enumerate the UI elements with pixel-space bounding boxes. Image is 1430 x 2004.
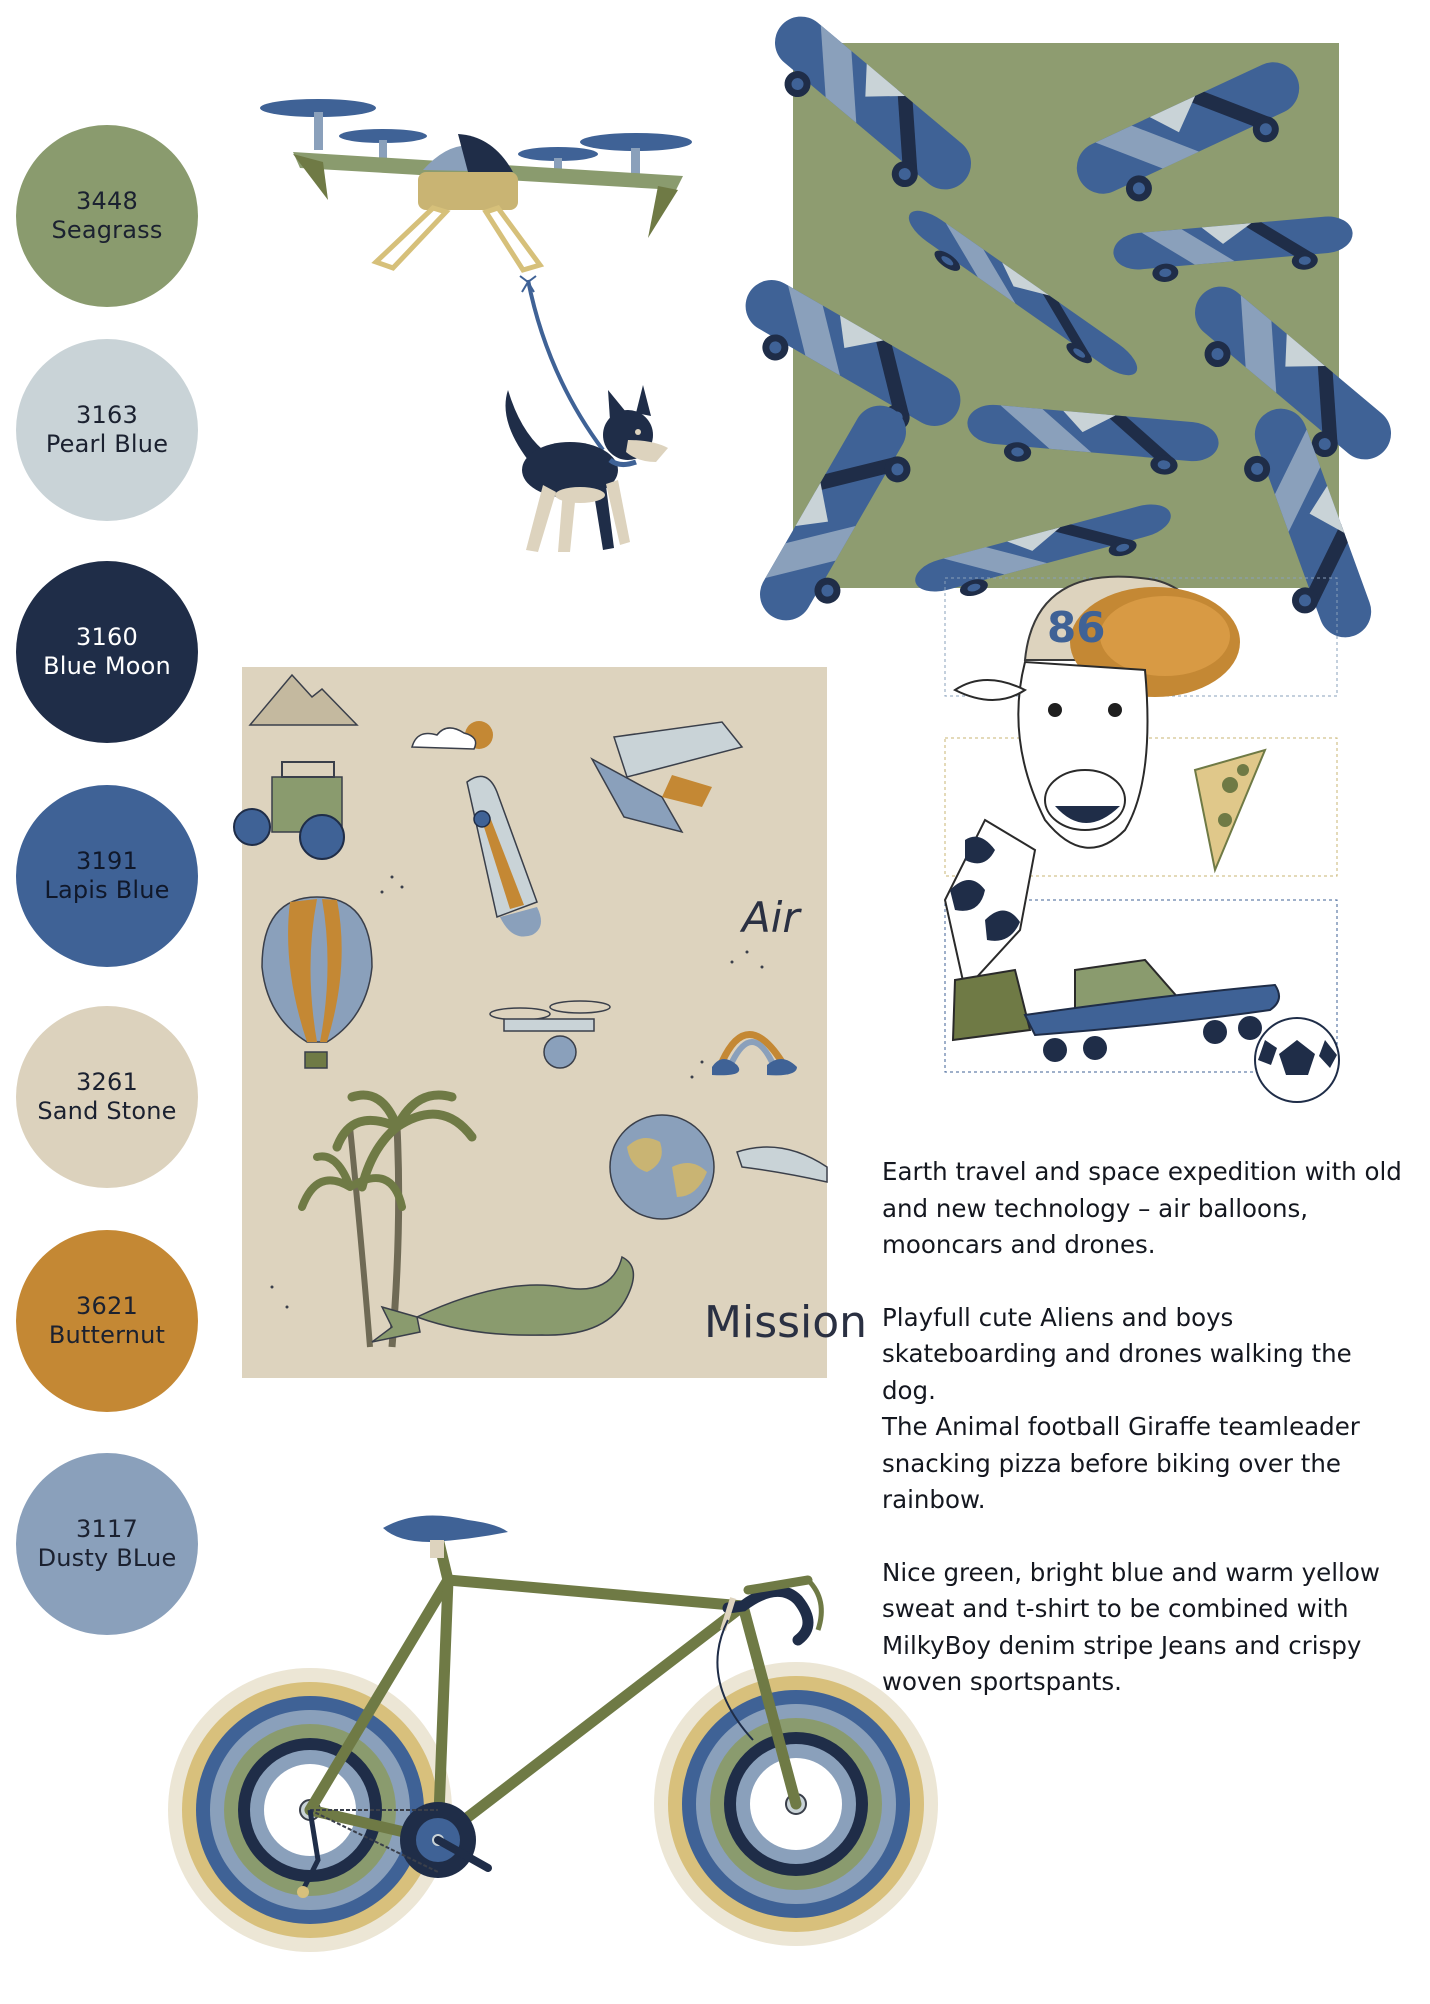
swatch-pearl-blue — [16, 339, 198, 521]
bicycle-illustration — [168, 1510, 958, 2000]
description-paragraph-2a: Playfull cute Aliens and boys skateboarding and drones walking the dog. — [882, 1302, 1352, 1405]
swatch-lapis-blue — [16, 785, 198, 967]
description-paragraph-1: Earth travel and space expedition with old and new technology – air balloons, mooncars and drones. — [882, 1157, 1402, 1259]
print-word-air: Air — [742, 893, 800, 942]
giraffe-graphic-svg — [925, 570, 1350, 1110]
swatch-code: 3117 — [76, 1515, 138, 1543]
drone-dog-illustration — [258, 90, 703, 580]
swatch-code: 3448 — [76, 187, 138, 215]
swatch-code: 3160 — [76, 623, 138, 651]
drone-dog-svg — [258, 90, 703, 580]
swatch-name: Butternut — [48, 1321, 166, 1349]
skateboard-pattern-svg — [793, 43, 1339, 588]
swatch-code: 3621 — [76, 1292, 138, 1320]
swatch-name: Blue Moon — [43, 652, 171, 680]
swatch-name: Lapis Blue — [44, 876, 170, 904]
swatch-code: 3163 — [76, 401, 138, 429]
swatch-name: Dusty BLue — [37, 1544, 177, 1572]
swatch-code: 3261 — [76, 1068, 138, 1096]
swatch-blue-moon — [16, 561, 198, 743]
swatch-name: Sand Stone — [37, 1097, 177, 1125]
description-paragraph-2b: The Animal football Giraffe teamleader snacking pizza before biking over the rainbow. — [882, 1412, 1360, 1514]
cap-number: 86 — [1047, 603, 1106, 652]
swatch-name: Seagrass — [51, 216, 163, 244]
print-word-mission: Mission — [704, 1297, 868, 1348]
swatch-sand-stone — [16, 1006, 198, 1188]
travel-space-print-svg — [242, 667, 868, 1378]
swatch-seagrass — [16, 125, 198, 307]
swatch-code: 3191 — [76, 847, 138, 875]
giraffe-graphic — [925, 570, 1350, 1110]
travel-space-print — [242, 667, 868, 1378]
swatch-name: Pearl Blue — [45, 430, 169, 458]
description-paragraph-3: Nice green, bright blue and warm yellow sweat and t-shirt to be combined with MilkyBoy denim stripe Jeans and crispy woven sportspants. — [882, 1557, 1380, 1696]
bicycle-svg — [168, 1510, 958, 2000]
swatch-butternut — [16, 1230, 198, 1412]
skateboard-pattern — [793, 43, 1339, 588]
moodboard-description — [882, 1154, 1402, 1737]
